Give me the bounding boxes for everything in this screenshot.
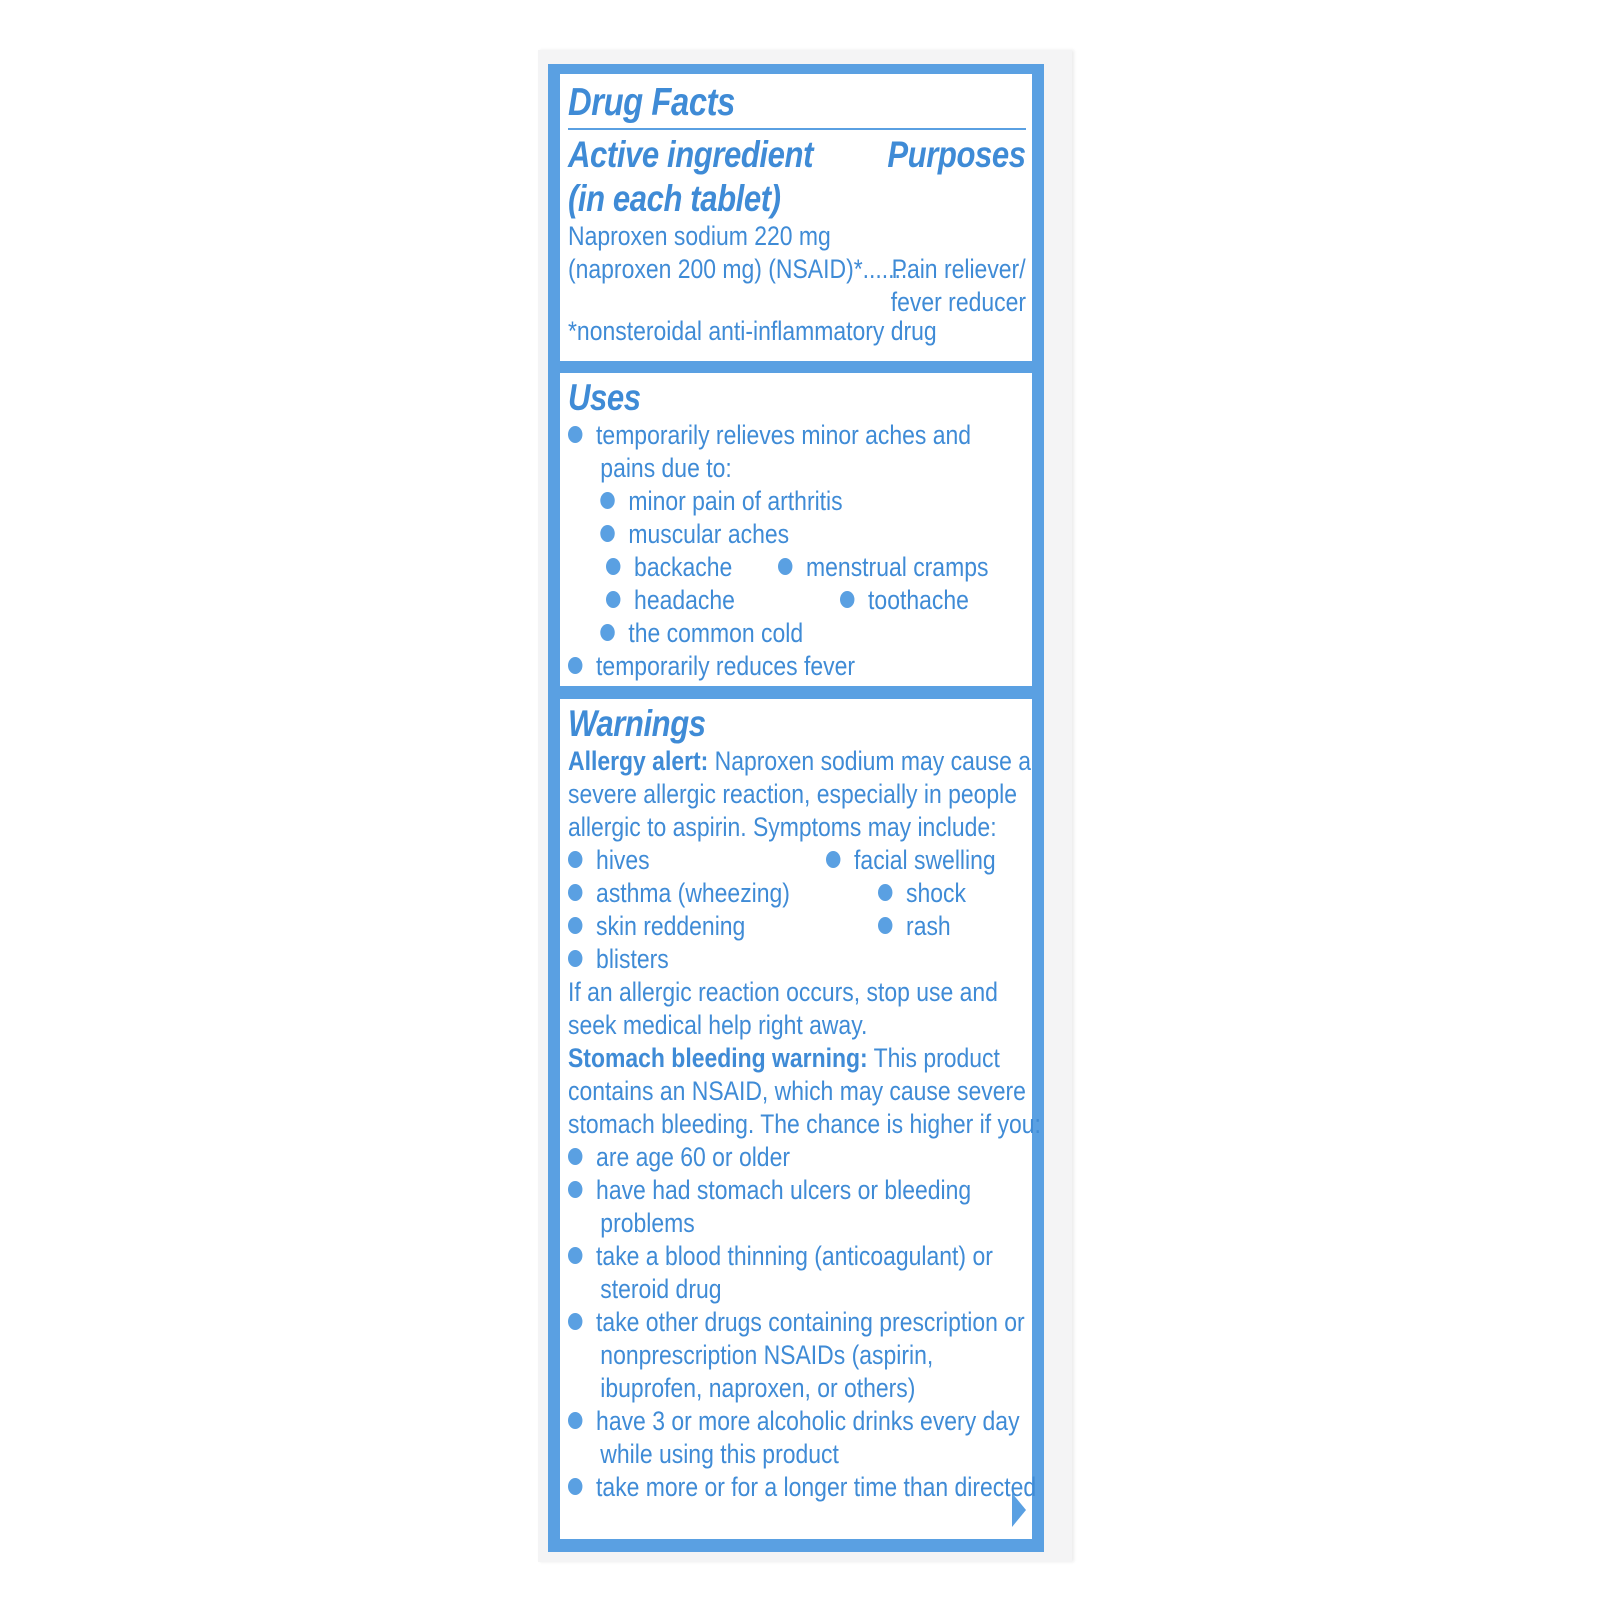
nsaid-footnote: *nonsteroidal anti-inflammatory drug [568,316,937,346]
risk-item-cont: nonprescription NSAIDs (aspirin, [600,1340,934,1370]
bullet-dot-icon [568,1181,582,1198]
bullet-dot-icon [568,657,582,674]
warnings-panel [560,699,1041,1539]
stomach-warning-label: Stomach bleeding warning: [568,1043,868,1073]
ingredient-line-1: Naproxen sodium 220 mg [568,221,831,251]
stomach-warning-line-1: Stomach bleeding warning: This product [568,1043,1000,1073]
continue-arrow-icon [1012,1493,1026,1527]
risk-item-cont: while using this product [600,1439,839,1469]
bullet-dot-icon [778,558,792,575]
bullet-dot-icon [878,884,892,901]
bullet-dot-icon [606,558,620,575]
risk-item: take a blood thinning (anticoagulant) or [568,1240,957,1273]
bullet-dot-icon [568,1478,582,1495]
active-ingredient-heading: Active ingredient [568,134,814,175]
purpose-line-1: Pain reliever/ [892,254,1026,284]
use-sub-row [568,551,1026,584]
bullet-dot-icon [600,624,614,641]
symptom-row [568,877,1026,910]
drug-facts-title: Drug Facts [568,81,735,124]
allergy-after-line-1: If an allergic reaction occurs, stop use and [568,977,998,1007]
symptom-item: shock [878,877,966,910]
purposes-heading: Purposes [887,134,1026,175]
bullet-dot-icon [606,591,620,608]
allergy-after-line-2: seek medical help right away. [568,1010,868,1040]
bullet-dot-icon [878,917,892,934]
risk-item-cont: ibuprofen, naproxen, or others) [600,1373,916,1403]
use-sub-item: muscular aches [568,518,957,551]
allergy-alert-line-1: Allergy alert: Naproxen sodium may cause a [568,746,1032,776]
bullet-dot-icon [568,851,582,868]
bullet-dot-icon [840,591,854,608]
use-item-1-cont: pains due to: [600,453,732,483]
use-sub-item: backache [606,551,753,584]
ingredient-line-2: (naproxen 200 mg) (NSAID)*....... [568,254,908,284]
use-sub-item: the common cold [568,617,957,650]
title-divider [568,128,1026,130]
risk-item: take other drugs containing prescription or [568,1306,957,1339]
allergy-alert-line-3: allergic to aspirin. Symptoms may include: [568,812,997,842]
risk-item: have 3 or more alcoholic drinks every day [568,1405,957,1438]
allergy-alert-line-2: severe allergic reaction, especially in people [568,779,1018,809]
risk-item-cont: problems [600,1208,695,1238]
use-item-1: temporarily relieves minor aches and [568,419,957,452]
uses-panel [560,373,1032,686]
symptom-item: blisters [568,943,957,976]
use-sub-item: headache [606,584,805,617]
bullet-dot-icon [600,492,614,509]
drug-facts-frame [548,64,1044,1552]
bullet-dot-icon [826,851,840,868]
bullet-dot-icon [568,1247,582,1264]
risk-item-cont: steroid drug [600,1274,722,1304]
bullet-dot-icon [568,917,582,934]
bullet-dot-icon [568,884,582,901]
bullet-dot-icon [568,426,582,443]
symptom-item: facial swelling [826,844,996,877]
active-ingredient-header [568,134,1026,178]
uses-heading: Uses [568,377,641,418]
risk-item: have had stomach ulcers or bleeding [568,1174,957,1207]
bullet-dot-icon [568,1313,582,1330]
symptom-row [568,844,1026,877]
bullet-dot-icon [568,1412,582,1429]
use-sub-item: menstrual cramps [778,551,988,584]
allergy-alert-label: Allergy alert: [568,746,709,776]
active-ingredient-panel [560,74,1032,361]
bullet-dot-icon [568,950,582,967]
purpose-line-2: fever reducer [890,287,1026,317]
stomach-warning-line-3: stomach bleeding. The chance is higher if you: [568,1109,1041,1139]
active-ingredient-subheading: (in each tablet) [568,178,781,219]
use-sub-item: minor pain of arthritis [568,485,957,518]
stomach-warning-line-2: contains an NSAID, which may cause severe [568,1076,1026,1106]
use-sub-row [568,584,1026,617]
use-sub-item: toothache [840,584,969,617]
bullet-dot-icon [568,1148,582,1165]
ingredient-purpose-row [568,253,1026,286]
symptom-row [568,910,1026,943]
symptom-item: rash [878,910,951,943]
symptom-item: asthma (wheezing) [568,877,832,910]
risk-item: are age 60 or older [568,1141,957,1174]
warnings-heading: Warnings [568,703,706,744]
symptom-item: skin reddening [568,910,832,943]
use-item-2: temporarily reduces fever [568,650,957,683]
bullet-dot-icon [600,525,614,542]
risk-item: take more or for a longer time than directed [568,1471,957,1504]
symptom-item: hives [568,844,788,877]
